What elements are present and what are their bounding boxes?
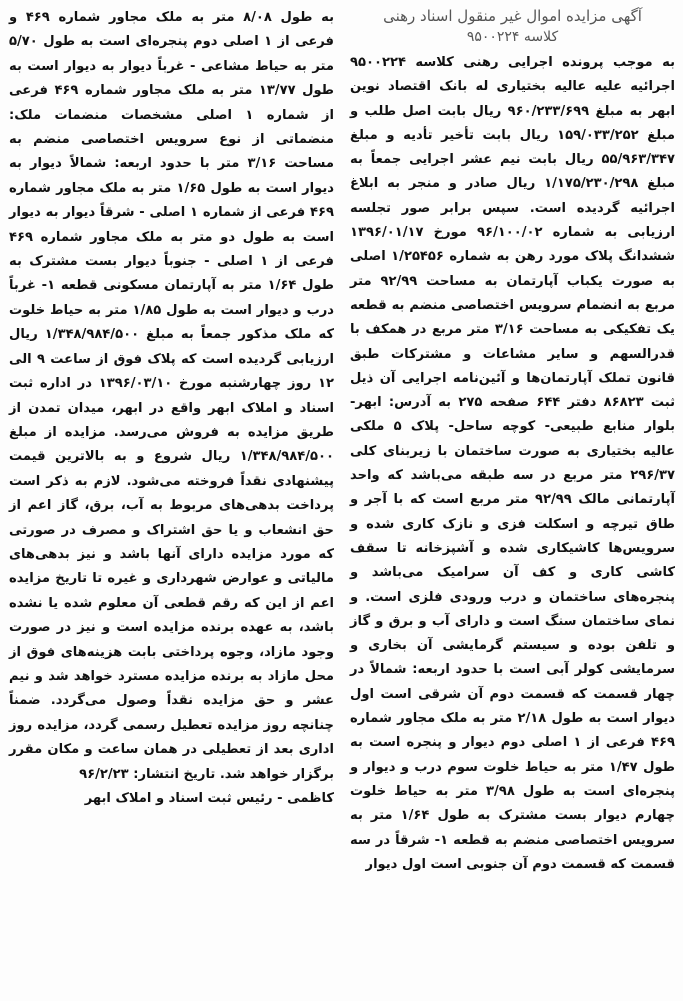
case-number: کلاسه ۹۵۰۰۲۲۴: [466, 29, 559, 45]
right-column: [342, 6, 675, 995]
left-column-text: به طول ۸/۰۸ متر به ملک مجاور شماره ۴۶۹ و فرعی از ۱ اصلی دوم پنجره‌ای است به طول ۵/۷۰ متر به حیاط مشاعی - غرباً دیوار به دیوار است به طول ۱۳/۷۷ متر به ملک مجاور شماره ۴۶۹ فرعی از شماره ۱ اصلی مشخصات منضمات ملک: منضماتی از نوع سرویس اختصاصی منضم به مساحت ۳/۱۶ متر با حدود اربعه: شمالاً دیوار به دیوار است به طول ۱/۶۵ متر به ملک مجاور شماره ۴۶۹ فرعی از شماره ۱ اصلی - شرقاً دیوار به دیوار است به طول دو متر به ملک مجاور شماره ۴۶۹ فرعی از ۱ اصلی - جنوباً دیوار بست مشترک به طول ۱/۶۴ متر به آپارتمان مسکونی قطعه ۱- غرباً درب و دیوار است به طول ۱/۸۵ متر به حیاط خلوت که ملک مذکور جمعاً به مبلغ ۱/۳۴۸/۹۸۴/۵۰۰ ریال ارزیابی گردیده است که پلاک فوق از ساعت ۹ الی ۱۲ روز چهارشنبه مورخ ۱۳۹۶/۰۳/۱۰ در اداره ثبت اسناد و املاک ابهر واقع در ابهر، میدان تمدن از طریق مزایده به فروش می‌رسد. مزایده از مبلغ ۱/۳۴۸/۹۸۴/۵۰۰ ریال شروع و به بالاترین قیمت پیشنهادی نقداً فروخته می‌شود. لازم به ذکر است پرداخت بدهی‌های مربوط به آب، برق، گاز اعم از حق انشعاب و یا حق اشتراک و مصرف در صورتی که مورد مزایده دارای آنها باشد و نیز بدهی‌های مالیاتی و عوارض شهرداری و غیره تا تاریخ مزایده اعم از این که رقم قطعی آن معلوم شده یا نشده باشد، به عهده برنده مزایده است و نیز در صورت وجود مازاد، وجوه پرداختی بابت هزینه‌های فوق از محل مازاد به برنده مزایده مسترد خواهد شد و نیم عشر و حق مزایده نقداً وصول می‌گردد. ضمناً چنانچه روز مزایده تعطیل رسمی گردد، مزایده روز اداری بعد از تعطیلی در همان ساعت و مکان مقرر برگزار خواهد شد. تاریخ انتشار: ۹۶/۲/۲۳: [9, 10, 335, 782]
right-column-text: به موجب پرونده اجرایی رهنی کلاسه ۹۵۰۰۲۲۴ اجرائیه علیه عالیه بختیاری له بانک اقتصاد نوین ابهر به مبلغ ۹۶۰/۲۳۳/۶۹۹ ریال بابت اصل طلب و مبلغ ۱۵۹/۰۳۳/۲۵۲ ریال بابت تأخیر تأدیه و مبلغ ۵۵/۹۶۳/۳۴۷ ریال بابت نیم عشر اجرایی جمعاً به مبلغ ۱/۱۷۵/۲۳۰/۲۹۸ ریال صادر و منجر به ابلاغ اجرائیه گردیده است. سپس برابر صور تجلسه ارزیابی به شماره ۹۶/۱۰۰/۰۲ مورخ ۱۳۹۶/۰۱/۱۷ ششدانگ پلاک مورد رهن به شماره ۱/۲۵۴۵۶ اصلی به صورت یکباب آپارتمان به مساحت ۹۲/۹۹ متر مربع به انضمام سرویس اختصاصی منضم به قطعه یک تفکیکی به مساحت ۳/۱۶ متر مربع در همکف با قدرالسهم و سایر مشاعات و مشترکات طبق قانون تملک آپارتمان‌ها و آئین‌نامه اجرایی آن ذیل ثبت ۸۶۸۲۳ دفتر ۶۴۴ صفحه ۲۷۵ به آدرس: ابهر- بلوار منابع طبیعی- کوچه ساحل- پلاک ۵ ملکی عالیه بختیاری به صورت ساختمان با زیربنای کلی ۲۹۶/۳۷ متر مربع در سه طبقه می‌باشد که واحد آپارتمانی مالک ۹۲/۹۹ متر مربع است که با آجر و طاق تیرچه و اسکلت فزی و نازک کاری شده و سرویس‌ها کاشیکاری شده و آشپزخانه تا سقف کاشی کاری و کف آن سرامیک می‌باشد و پنجره‌های ساختمان و درب ورودی فلزی است. و نمای ساختمان سنگ است و دارای آب و برق و گاز و تلفن بوده و سیستم گرمایشی آن بخاری و سرمایشی کولر آبی است با حدود اربعه: شمالاً در چهار قسمت که قسمت دوم آن شرقی است اول دیوار است به طول ۲/۱۸ متر به ملک مجاور شماره ۴۶۹ فرعی از ۱ اصلی دوم دیوار و پنجره است به طول ۱/۴۷ متر به حیاط خلوت سوم درب و دیوار و پنجره‌ای است به طول ۳/۹۸ متر به حیاط خلوت چهارم دیوار بست مشترک به طول ۱/۶۴ متر به سرویس اختصاصی منضم به قطعه ۱- شرقاً در سه قسمت که قسمت دوم آن جنوبی است اول دیوار: [350, 55, 676, 872]
left-column: [9, 6, 342, 995]
notice-title: آگهی مزایده اموال غیر منقول اسناد رهنی: [383, 7, 642, 25]
signature: کاظمی - رئیس ثبت اسناد و املاک ابهر: [84, 791, 334, 806]
